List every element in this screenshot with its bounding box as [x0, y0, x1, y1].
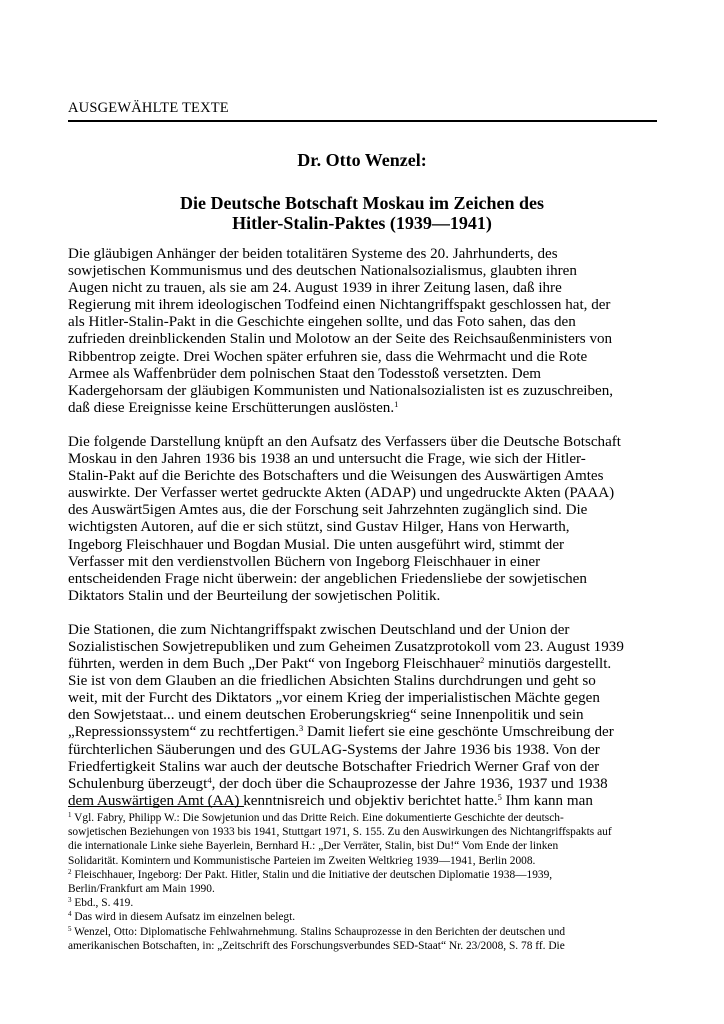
- body-paragraph: [68, 434, 668, 605]
- article-author: Dr. Otto Wenzel:: [297, 150, 427, 170]
- text-line: weit, mit der Furcht des Diktators „vor einem Krieg der imperialistischen Mächte gegen: [68, 690, 600, 707]
- footnote-line: $^3$ Ebd., S. 419.: [68, 896, 134, 910]
- text-line: Die gläubigen Anhänger der beiden totalitären Systeme des 20. Jahrhunderts, des: [68, 246, 558, 262]
- article-title-line: Hitler-Stalin-Paktes (1939—1941): [232, 213, 492, 233]
- text-line: zufrieden dreinblickenden Stalin und Molotow an der Seite des Reichsaußenministers von: [68, 331, 613, 348]
- text-line: des Auswärt5igen Amtes aus, die der Forschung seit Jahrzehnten zugänglich sind. Die: [68, 502, 588, 519]
- text-line: den Sowjetstaat... und einem deutschen Eroberungskrieg“ seine Innenpolitik und sein: [68, 707, 584, 724]
- footnote-number: 5: [68, 924, 72, 933]
- text-line: Ingeborg Fleischhauer und Bogdan Musial. Die unten ausgeführt wird, stimmt der: [68, 536, 565, 553]
- text-line: dem Auswärtigen Amt (AA) kenntnisreich und objektiv berichtet hatte.$^5$ Ihm kann man: [68, 791, 593, 809]
- footnote: [68, 896, 668, 910]
- footnote: [68, 910, 668, 924]
- body-paragraph: [68, 246, 668, 417]
- text-line: entscheidenden Frage nicht überwein: der angeblichen Friedensliebe der sowjetischen: [68, 570, 587, 587]
- footnote-line: $^5$ Wenzel, Otto: Diplomatische Fehlwahrnehmung. Stalins Schauprozesse in den Berichten der deutschen und: [68, 924, 566, 938]
- text-line: Die folgende Darstellung knüpft an den Aufsatz des Verfassers über die Deutsche Botschaft: [68, 433, 621, 450]
- text-line: Stalin-Pakt auf die Berichte des Botschafters und die Weisungen des Auswärtigen Amtes: [68, 468, 604, 485]
- footnote-ref[interactable]: 2: [480, 655, 485, 666]
- text-line: daß diese Ereignisse keine Erschütterungen auslösten.$^1$: [68, 398, 399, 416]
- footnote-line: $^2$ Fleischhauer, Ingeborg: Der Pakt. Hitler, Stalin und die Initiative der deutschen Diplomatie 1938—1939,: [68, 867, 553, 881]
- footnote-ref[interactable]: 3: [298, 723, 304, 734]
- footnote-ref[interactable]: 4: [207, 774, 212, 785]
- text-line: fürchterlichen Säuberungen und des GULAG-Systems der Jahre 1936 bis 1938. Von der: [68, 741, 600, 758]
- text-line: Die Stationen, die zum Nichtangriffspakt zwischen Deutschland und der Union der: [68, 621, 570, 638]
- text-line: Sie ist von dem Glauben an die friedlichen Absichten Stalins durchdrungen und geht so: [68, 673, 596, 690]
- text-line: Sozialistischen Sowjetrepubliken und zum Geheimen Zusatzprotokoll vom 23. August 1939: [68, 638, 624, 655]
- running-header: AUSGEWÄHLTE TEXTE: [68, 100, 229, 116]
- text-line: Moskau in den Jahren 1936 bis 1938 an und untersucht die Frage, wie sich der Hitler-: [68, 451, 586, 468]
- text-line: sowjetischen Kommunismus und des deutschen Nationalsozialismus, glaubten ihren: [68, 263, 577, 280]
- footnote: [68, 868, 668, 896]
- footnote-line: $^1$ Vgl. Fabry, Philipp W.: Die Sowjetunion und das Dritte Reich. Eine dokumentierte Geschichte der deutsch-: [68, 811, 564, 824]
- article-title-line: Die Deutsche Botschaft Moskau im Zeichen des: [180, 193, 544, 213]
- header-rule: [68, 120, 657, 122]
- footnote-ref[interactable]: 1: [394, 398, 399, 409]
- footnote-line: amerikanischen Botschaften, in: „Zeitschrift des Forschungsverbundes SED-Staat“ Nr. 23/2008, S. 78 ff. Die: [68, 939, 565, 952]
- footnote-line: sowjetischen Beziehungen von 1933 bis 1941, Stuttgart 1971, S. 155. Zu den Auswirkungen des Nichtangriffspakts auf: [68, 826, 612, 839]
- footnote-line: Solidarität. Komintern und Kommunistische Parteien im Zweiten Weltkrieg 1939—1941, Berlin 2008.: [68, 854, 536, 867]
- text-line: wichtigsten Autoren, auf die er sich stützt, sind Gustav Hilger, Hans von Herwarth,: [68, 519, 570, 536]
- article-body: [68, 246, 668, 827]
- text-line: Verfasser mit den verdienstvollen Büchern von Ingeborg Fleischhauer in einer: [68, 553, 541, 570]
- text-line: auswirkte. Der Verfasser wertet gedruckte Akten (ADAP) und ungedruckte Akten (PAAA): [68, 485, 615, 502]
- text-line: als Hitler-Stalin-Pakt in die Geschichte eingehen sollte, und das Foto sahen, das den: [68, 314, 576, 331]
- text-line: Schulenburg überzeugt$^4$, der doch über die Schauprozesse der Jahre 1936, 1937 und 1938: [68, 774, 608, 792]
- footnote-number: 1: [68, 811, 72, 819]
- footnote-line: $^4$ Das wird in diesem Aufsatz im einzelnen belegt.: [68, 910, 296, 924]
- text-line: Augen nicht zu trauen, als sie am 24. August 1939 in ihrer Zeitung lasen, daß ihre: [68, 280, 562, 297]
- footnote-ref[interactable]: 5: [497, 791, 502, 802]
- text-line: Armee als Waffenbrüder dem polnischen Staat den Todesstoß versetzten. Dem: [68, 365, 542, 382]
- footnote: [68, 811, 668, 868]
- footnote-number: 2: [68, 867, 72, 876]
- text-line: Diktators Stalin und der Beurteilung der sowjetischen Politik.: [68, 587, 441, 604]
- footnote-line: Berlin/Frankfurt am Main 1990.: [68, 883, 215, 896]
- text-line: Regierung mit ihrem ideologischen Todfeind einen Nichtangriffspakt geschlossen hat, der: [68, 297, 611, 314]
- text-line: Friedfertigkeit Stalins war auch der deutsche Botschafter Friedrich Werner Graf von der: [68, 758, 600, 775]
- footnote-line: die internationale Linke siehe Bayerlein, Bernhard H.: „Der Verräter, Stalin, bist Du!“ Vom Ende der linken: [68, 840, 559, 853]
- body-paragraph: [68, 622, 668, 810]
- text-line: „Repressionssystem“ zu rechtfertigen.$^3$ Damit liefert sie eine geschönte Umschreibung der: [68, 723, 614, 741]
- footnote-separator: [68, 806, 244, 807]
- footnote-number: 3: [68, 896, 72, 905]
- footnotes: [68, 811, 668, 953]
- footnote-number: 4: [68, 910, 72, 919]
- text-line: Ribbentrop zeigte. Drei Wochen später erfuhren sie, dass die Wehrmacht und die Rote: [68, 348, 588, 365]
- text-line: führten, werden in dem Buch „Der Pakt“ von Ingeborg Fleischhauer$^2$ minutiös dargestellt.: [68, 655, 612, 673]
- footnote: [68, 925, 668, 953]
- text-line: Kadergehorsam der gläubigen Kommunisten und Nationalsozialisten ist es zuzuschreiben,: [68, 382, 614, 399]
- article-title: [68, 193, 656, 233]
